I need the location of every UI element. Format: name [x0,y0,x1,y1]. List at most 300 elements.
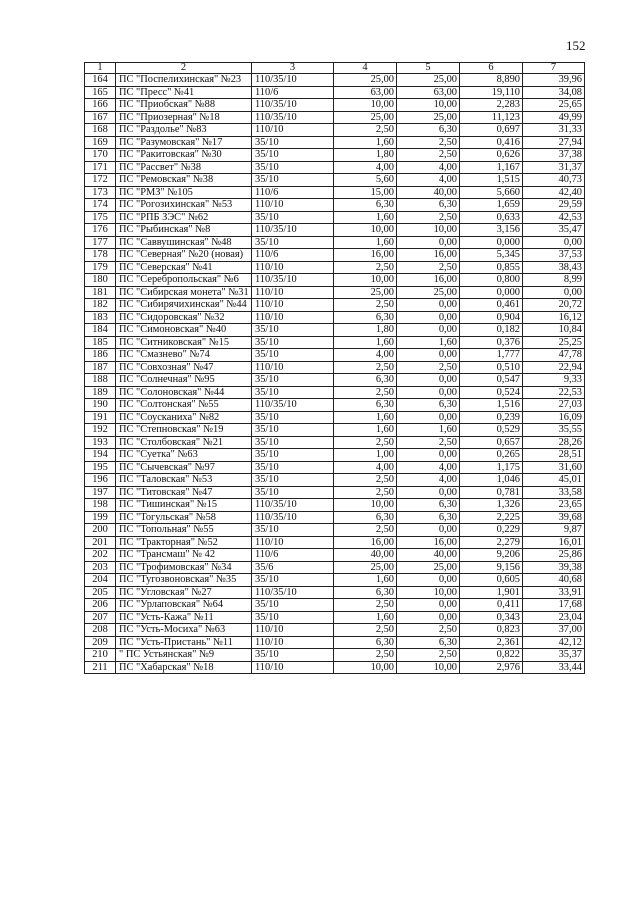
column-4-cell: 16,00 [334,249,397,262]
column-4-cell: 2,50 [334,261,397,274]
column-7-cell: 25,86 [523,549,585,562]
column-6-cell: 2,279 [460,536,523,549]
column-6-cell: 0,800 [460,274,523,287]
column-6-cell: 0,416 [460,136,523,149]
substation-name-cell: ПС "Симоновская" №40 [116,324,252,337]
substation-name-cell: ПС "Тогульская" №58 [116,511,252,524]
table-row [85,499,585,512]
row-number-cell: 203 [85,561,116,574]
voltage-cell: 35/10 [252,461,334,474]
column-5-cell: 0,00 [397,299,460,312]
column-7-cell: 28,26 [523,436,585,449]
voltage-cell: 110/10 [252,361,334,374]
substation-name-cell: ПС "РМЗ" №105 [116,186,252,199]
voltage-cell: 35/10 [252,211,334,224]
column-4-cell: 25,00 [334,561,397,574]
substation-name-cell: ПС "Раздолье" №83 [116,124,252,137]
column-5-cell: 25,00 [397,111,460,124]
column-6-cell: 1,326 [460,499,523,512]
row-number-cell: 184 [85,324,116,337]
row-number-cell: 189 [85,386,116,399]
column-7-cell: 28,51 [523,449,585,462]
column-6-cell: 0,343 [460,611,523,624]
table-row [85,124,585,137]
table-row [85,111,585,124]
voltage-cell: 110/10 [252,536,334,549]
voltage-cell: 110/35/10 [252,224,334,237]
column-5-cell: 16,00 [397,249,460,262]
voltage-cell: 110/10 [252,661,334,674]
column-4-cell: 1,60 [334,336,397,349]
column-4-cell: 6,30 [334,636,397,649]
column-7-cell: 16,12 [523,311,585,324]
column-7-cell: 23,04 [523,611,585,624]
column-5-cell: 1,60 [397,336,460,349]
table-row [85,374,585,387]
voltage-cell: 110/10 [252,636,334,649]
column-4-cell: 1,80 [334,149,397,162]
row-number-cell: 210 [85,649,116,662]
column-6-cell: 1,167 [460,161,523,174]
voltage-cell: 35/10 [252,486,334,499]
table-row [85,649,585,662]
table-row [85,661,585,674]
page-number: 152 [566,38,586,53]
column-4-cell: 1,80 [334,324,397,337]
substation-name-cell: ПС "Рассвет" №38 [116,161,252,174]
voltage-cell: 110/35/10 [252,499,334,512]
column-5-cell: 0,00 [397,574,460,587]
column-6-cell: 0,000 [460,236,523,249]
column-7-cell: 0,00 [523,236,585,249]
voltage-cell: 35/10 [252,599,334,612]
column-5-cell: 0,00 [397,599,460,612]
row-number-cell: 205 [85,586,116,599]
substation-name-cell: ПС "Столбовская" №21 [116,436,252,449]
column-6-cell: 1,659 [460,199,523,212]
column-4-cell: 4,00 [334,161,397,174]
row-number-cell: 168 [85,124,116,137]
table-row [85,486,585,499]
row-number-cell: 191 [85,411,116,424]
column-4-cell: 40,00 [334,549,397,562]
substation-name-cell: ПС "Хабарская" №18 [116,661,252,674]
table-row [85,599,585,612]
row-number-cell: 195 [85,461,116,474]
column-5-cell: 2,50 [397,149,460,162]
table-row [85,386,585,399]
column-4-cell: 4,00 [334,349,397,362]
substation-name-cell: ПС "Серебропольская" №6 [116,274,252,287]
column-5-cell: 10,00 [397,586,460,599]
voltage-cell: 35/10 [252,149,334,162]
voltage-cell: 110/35/10 [252,586,334,599]
table-row [85,586,585,599]
column-7-cell: 35,37 [523,649,585,662]
column-7-cell: 39,96 [523,74,585,87]
column-5-cell: 0,00 [397,324,460,337]
table-row [85,424,585,437]
table-row [85,74,585,87]
column-7-cell: 33,44 [523,661,585,674]
column-4-cell: 5,60 [334,174,397,187]
column-7-cell: 33,91 [523,586,585,599]
column-5-cell: 2,50 [397,624,460,637]
column-5-cell: 25,00 [397,286,460,299]
row-number-cell: 171 [85,161,116,174]
column-7-cell: 37,53 [523,249,585,262]
column-7-cell: 39,68 [523,511,585,524]
voltage-cell: 35/10 [252,174,334,187]
column-4-cell: 1,00 [334,449,397,462]
column-6-cell: 2,361 [460,636,523,649]
column-7-cell: 42,40 [523,186,585,199]
row-number-cell: 178 [85,249,116,262]
column-6-cell: 9,206 [460,549,523,562]
column-5-cell: 0,00 [397,411,460,424]
row-number-cell: 180 [85,274,116,287]
column-4-cell: 63,00 [334,86,397,99]
column-4-cell: 16,00 [334,536,397,549]
column-4-cell: 25,00 [334,111,397,124]
column-7-cell: 22,94 [523,361,585,374]
substation-name-cell: ПС "Суетка" №63 [116,449,252,462]
substation-name-cell: ПС "Рыбинская" №8 [116,224,252,237]
voltage-cell: 35/10 [252,649,334,662]
column-7-cell: 42,53 [523,211,585,224]
column-5-cell: 16,00 [397,274,460,287]
substation-name-cell: ПС "Таловская" №53 [116,474,252,487]
column-4-cell: 1,60 [334,211,397,224]
column-5-cell: 0,00 [397,349,460,362]
column-5-cell: 40,00 [397,549,460,562]
voltage-cell: 35/10 [252,449,334,462]
column-6-cell: 0,510 [460,361,523,374]
column-4-cell: 2,50 [334,361,397,374]
column-header: 3 [252,63,334,74]
column-6-cell: 0,822 [460,649,523,662]
voltage-cell: 110/35/10 [252,511,334,524]
column-6-cell: 8,890 [460,74,523,87]
substation-name-cell: ПС "Тишинская" №15 [116,499,252,512]
substation-name-cell: ПС "Угловская" №27 [116,586,252,599]
column-6-cell: 2,225 [460,511,523,524]
row-number-cell: 175 [85,211,116,224]
column-6-cell: 1,515 [460,174,523,187]
table-row [85,636,585,649]
column-6-cell: 5,660 [460,186,523,199]
column-6-cell: 3,156 [460,224,523,237]
substation-name-cell: ПС "Разумовская" №17 [116,136,252,149]
substation-name-cell: ПС "Сычевская" №97 [116,461,252,474]
column-5-cell: 16,00 [397,536,460,549]
voltage-cell: 110/10 [252,311,334,324]
row-number-cell: 186 [85,349,116,362]
column-4-cell: 10,00 [334,499,397,512]
column-6-cell: 0,000 [460,286,523,299]
column-7-cell: 16,09 [523,411,585,424]
column-5-cell: 4,00 [397,474,460,487]
voltage-cell: 110/35/10 [252,111,334,124]
voltage-cell: 110/6 [252,549,334,562]
column-5-cell: 6,30 [397,636,460,649]
column-6-cell: 0,823 [460,624,523,637]
column-5-cell: 4,00 [397,161,460,174]
substation-name-cell: ПС "Сибирская монета" №31 [116,286,252,299]
voltage-cell: 35/10 [252,524,334,537]
row-number-cell: 208 [85,624,116,637]
table-row [85,161,585,174]
column-6-cell: 0,781 [460,486,523,499]
row-number-cell: 174 [85,199,116,212]
substation-name-cell: ПС "Приозерная" №18 [116,111,252,124]
row-number-cell: 173 [85,186,116,199]
table-row [85,524,585,537]
column-7-cell: 9,33 [523,374,585,387]
column-6-cell: 0,411 [460,599,523,612]
column-6-cell: 5,345 [460,249,523,262]
row-number-cell: 209 [85,636,116,649]
voltage-cell: 35/10 [252,161,334,174]
row-number-cell: 182 [85,299,116,312]
column-6-cell: 1,175 [460,461,523,474]
row-number-cell: 172 [85,174,116,187]
column-6-cell: 0,547 [460,374,523,387]
table-row [85,199,585,212]
column-7-cell: 23,65 [523,499,585,512]
column-7-cell: 20,72 [523,299,585,312]
substation-name-cell: ПС "Солнечная" №95 [116,374,252,387]
column-6-cell: 2,976 [460,661,523,674]
column-4-cell: 25,00 [334,286,397,299]
substation-name-cell: ПС "Усть-Пристань" №11 [116,636,252,649]
voltage-cell: 35/10 [252,236,334,249]
table-row [85,461,585,474]
voltage-cell: 35/10 [252,424,334,437]
column-4-cell: 10,00 [334,274,397,287]
column-5-cell: 10,00 [397,224,460,237]
row-number-cell: 192 [85,424,116,437]
column-7-cell: 8,99 [523,274,585,287]
row-number-cell: 179 [85,261,116,274]
column-4-cell: 2,50 [334,624,397,637]
column-5-cell: 6,30 [397,511,460,524]
column-5-cell: 2,50 [397,136,460,149]
row-number-cell: 181 [85,286,116,299]
column-7-cell: 27,03 [523,399,585,412]
column-6-cell: 0,657 [460,436,523,449]
row-number-cell: 200 [85,524,116,537]
substation-name-cell: ПС "Солоновская" №44 [116,386,252,399]
row-number-cell: 170 [85,149,116,162]
column-7-cell: 37,00 [523,624,585,637]
table-row [85,136,585,149]
substation-name-cell: ПС "Сидоровская" №32 [116,311,252,324]
row-number-cell: 193 [85,436,116,449]
table-row [85,574,585,587]
column-4-cell: 1,60 [334,136,397,149]
voltage-cell: 110/35/10 [252,399,334,412]
column-7-cell: 47,78 [523,349,585,362]
voltage-cell: 35/10 [252,574,334,587]
column-6-cell: 9,156 [460,561,523,574]
column-4-cell: 2,50 [334,474,397,487]
substation-name-cell: ПС "Усть-Кажа" №11 [116,611,252,624]
column-5-cell: 2,50 [397,211,460,224]
row-number-cell: 206 [85,599,116,612]
column-5-cell: 2,50 [397,436,460,449]
column-5-cell: 10,00 [397,661,460,674]
table-row [85,324,585,337]
column-5-cell: 25,00 [397,561,460,574]
column-5-cell: 63,00 [397,86,460,99]
column-header: 2 [116,63,252,74]
table-row [85,311,585,324]
column-4-cell: 10,00 [334,99,397,112]
table-row [85,336,585,349]
table-body [85,74,585,674]
voltage-cell: 35/10 [252,436,334,449]
substation-name-cell: ПС "Урлаповская" №64 [116,599,252,612]
voltage-cell: 35/10 [252,136,334,149]
voltage-cell: 35/10 [252,474,334,487]
row-number-cell: 190 [85,399,116,412]
table-row [85,361,585,374]
header-row [85,63,585,74]
column-7-cell: 34,08 [523,86,585,99]
row-number-cell: 167 [85,111,116,124]
column-7-cell: 39,38 [523,561,585,574]
column-5-cell: 0,00 [397,311,460,324]
column-header: 6 [460,63,523,74]
voltage-cell: 110/10 [252,199,334,212]
substation-name-cell: ПС "Тракторная" №52 [116,536,252,549]
substation-name-cell: ПС "Приобская" №88 [116,99,252,112]
column-6-cell: 19,110 [460,86,523,99]
table-row [85,174,585,187]
column-5-cell: 0,00 [397,236,460,249]
column-7-cell: 31,33 [523,124,585,137]
row-number-cell: 194 [85,449,116,462]
substation-name-cell: ПС "Северская" №41 [116,261,252,274]
substation-name-cell: ПС "Степновская" №19 [116,424,252,437]
column-4-cell: 2,50 [334,299,397,312]
table-row [85,99,585,112]
voltage-cell: 110/35/10 [252,74,334,87]
column-5-cell: 0,00 [397,611,460,624]
column-7-cell: 29,59 [523,199,585,212]
column-4-cell: 2,50 [334,386,397,399]
column-4-cell: 1,60 [334,611,397,624]
column-5-cell: 40,00 [397,186,460,199]
table-row [85,286,585,299]
substation-name-cell: ПС "Топольная" №55 [116,524,252,537]
table-row [85,224,585,237]
column-5-cell: 0,00 [397,449,460,462]
substation-name-cell: ПС "Соусканиха" №82 [116,411,252,424]
table-row [85,236,585,249]
column-7-cell: 27,94 [523,136,585,149]
substation-name-cell: ПС "Ремовская" №38 [116,174,252,187]
column-6-cell: 0,182 [460,324,523,337]
voltage-cell: 110/6 [252,86,334,99]
column-6-cell: 0,265 [460,449,523,462]
column-6-cell: 11,123 [460,111,523,124]
voltage-cell: 35/10 [252,386,334,399]
table-row [85,399,585,412]
row-number-cell: 187 [85,361,116,374]
voltage-cell: 35/10 [252,336,334,349]
column-5-cell: 4,00 [397,461,460,474]
column-4-cell: 6,30 [334,311,397,324]
table-row [85,536,585,549]
row-number-cell: 185 [85,336,116,349]
substations-table [84,62,585,674]
column-5-cell: 0,00 [397,386,460,399]
column-6-cell: 0,461 [460,299,523,312]
substation-name-cell: ПС "Усть-Мосиха" №63 [116,624,252,637]
column-6-cell: 0,697 [460,124,523,137]
column-5-cell: 0,00 [397,486,460,499]
column-4-cell: 2,50 [334,436,397,449]
column-4-cell: 6,30 [334,511,397,524]
column-4-cell: 10,00 [334,661,397,674]
substation-name-cell: ПС "Пресс" №41 [116,86,252,99]
column-7-cell: 40,73 [523,174,585,187]
column-5-cell: 2,50 [397,361,460,374]
substation-name-cell: ПС "Северная" №20 (новая) [116,249,252,262]
table-row [85,274,585,287]
substation-name-cell: ПС "РПБ ЗЭС" №62 [116,211,252,224]
row-number-cell: 196 [85,474,116,487]
column-4-cell: 2,50 [334,124,397,137]
row-number-cell: 166 [85,99,116,112]
table-row [85,411,585,424]
column-5-cell: 25,00 [397,74,460,87]
row-number-cell: 199 [85,511,116,524]
column-5-cell: 2,50 [397,649,460,662]
table-row [85,549,585,562]
column-6-cell: 0,529 [460,424,523,437]
row-number-cell: 202 [85,549,116,562]
column-7-cell: 31,37 [523,161,585,174]
substation-name-cell: ПС "Ракитовская" №30 [116,149,252,162]
voltage-cell: 35/10 [252,611,334,624]
column-7-cell: 37,38 [523,149,585,162]
column-header: 5 [397,63,460,74]
column-7-cell: 35,55 [523,424,585,437]
column-5-cell: 6,30 [397,499,460,512]
column-6-cell: 0,904 [460,311,523,324]
table-row [85,186,585,199]
column-4-cell: 1,60 [334,411,397,424]
table-row [85,211,585,224]
column-4-cell: 25,00 [334,74,397,87]
voltage-cell: 35/10 [252,349,334,362]
substation-name-cell: ПС "Смазнево" №74 [116,349,252,362]
voltage-cell: 110/10 [252,261,334,274]
column-5-cell: 0,00 [397,524,460,537]
column-5-cell: 2,50 [397,261,460,274]
substation-name-cell: ПС "Сибирячихинская" №44 [116,299,252,312]
column-4-cell: 1,60 [334,236,397,249]
column-7-cell: 17,68 [523,599,585,612]
column-4-cell: 6,30 [334,199,397,212]
column-7-cell: 38,43 [523,261,585,274]
column-6-cell: 0,229 [460,524,523,537]
column-6-cell: 2,283 [460,99,523,112]
table-row [85,86,585,99]
